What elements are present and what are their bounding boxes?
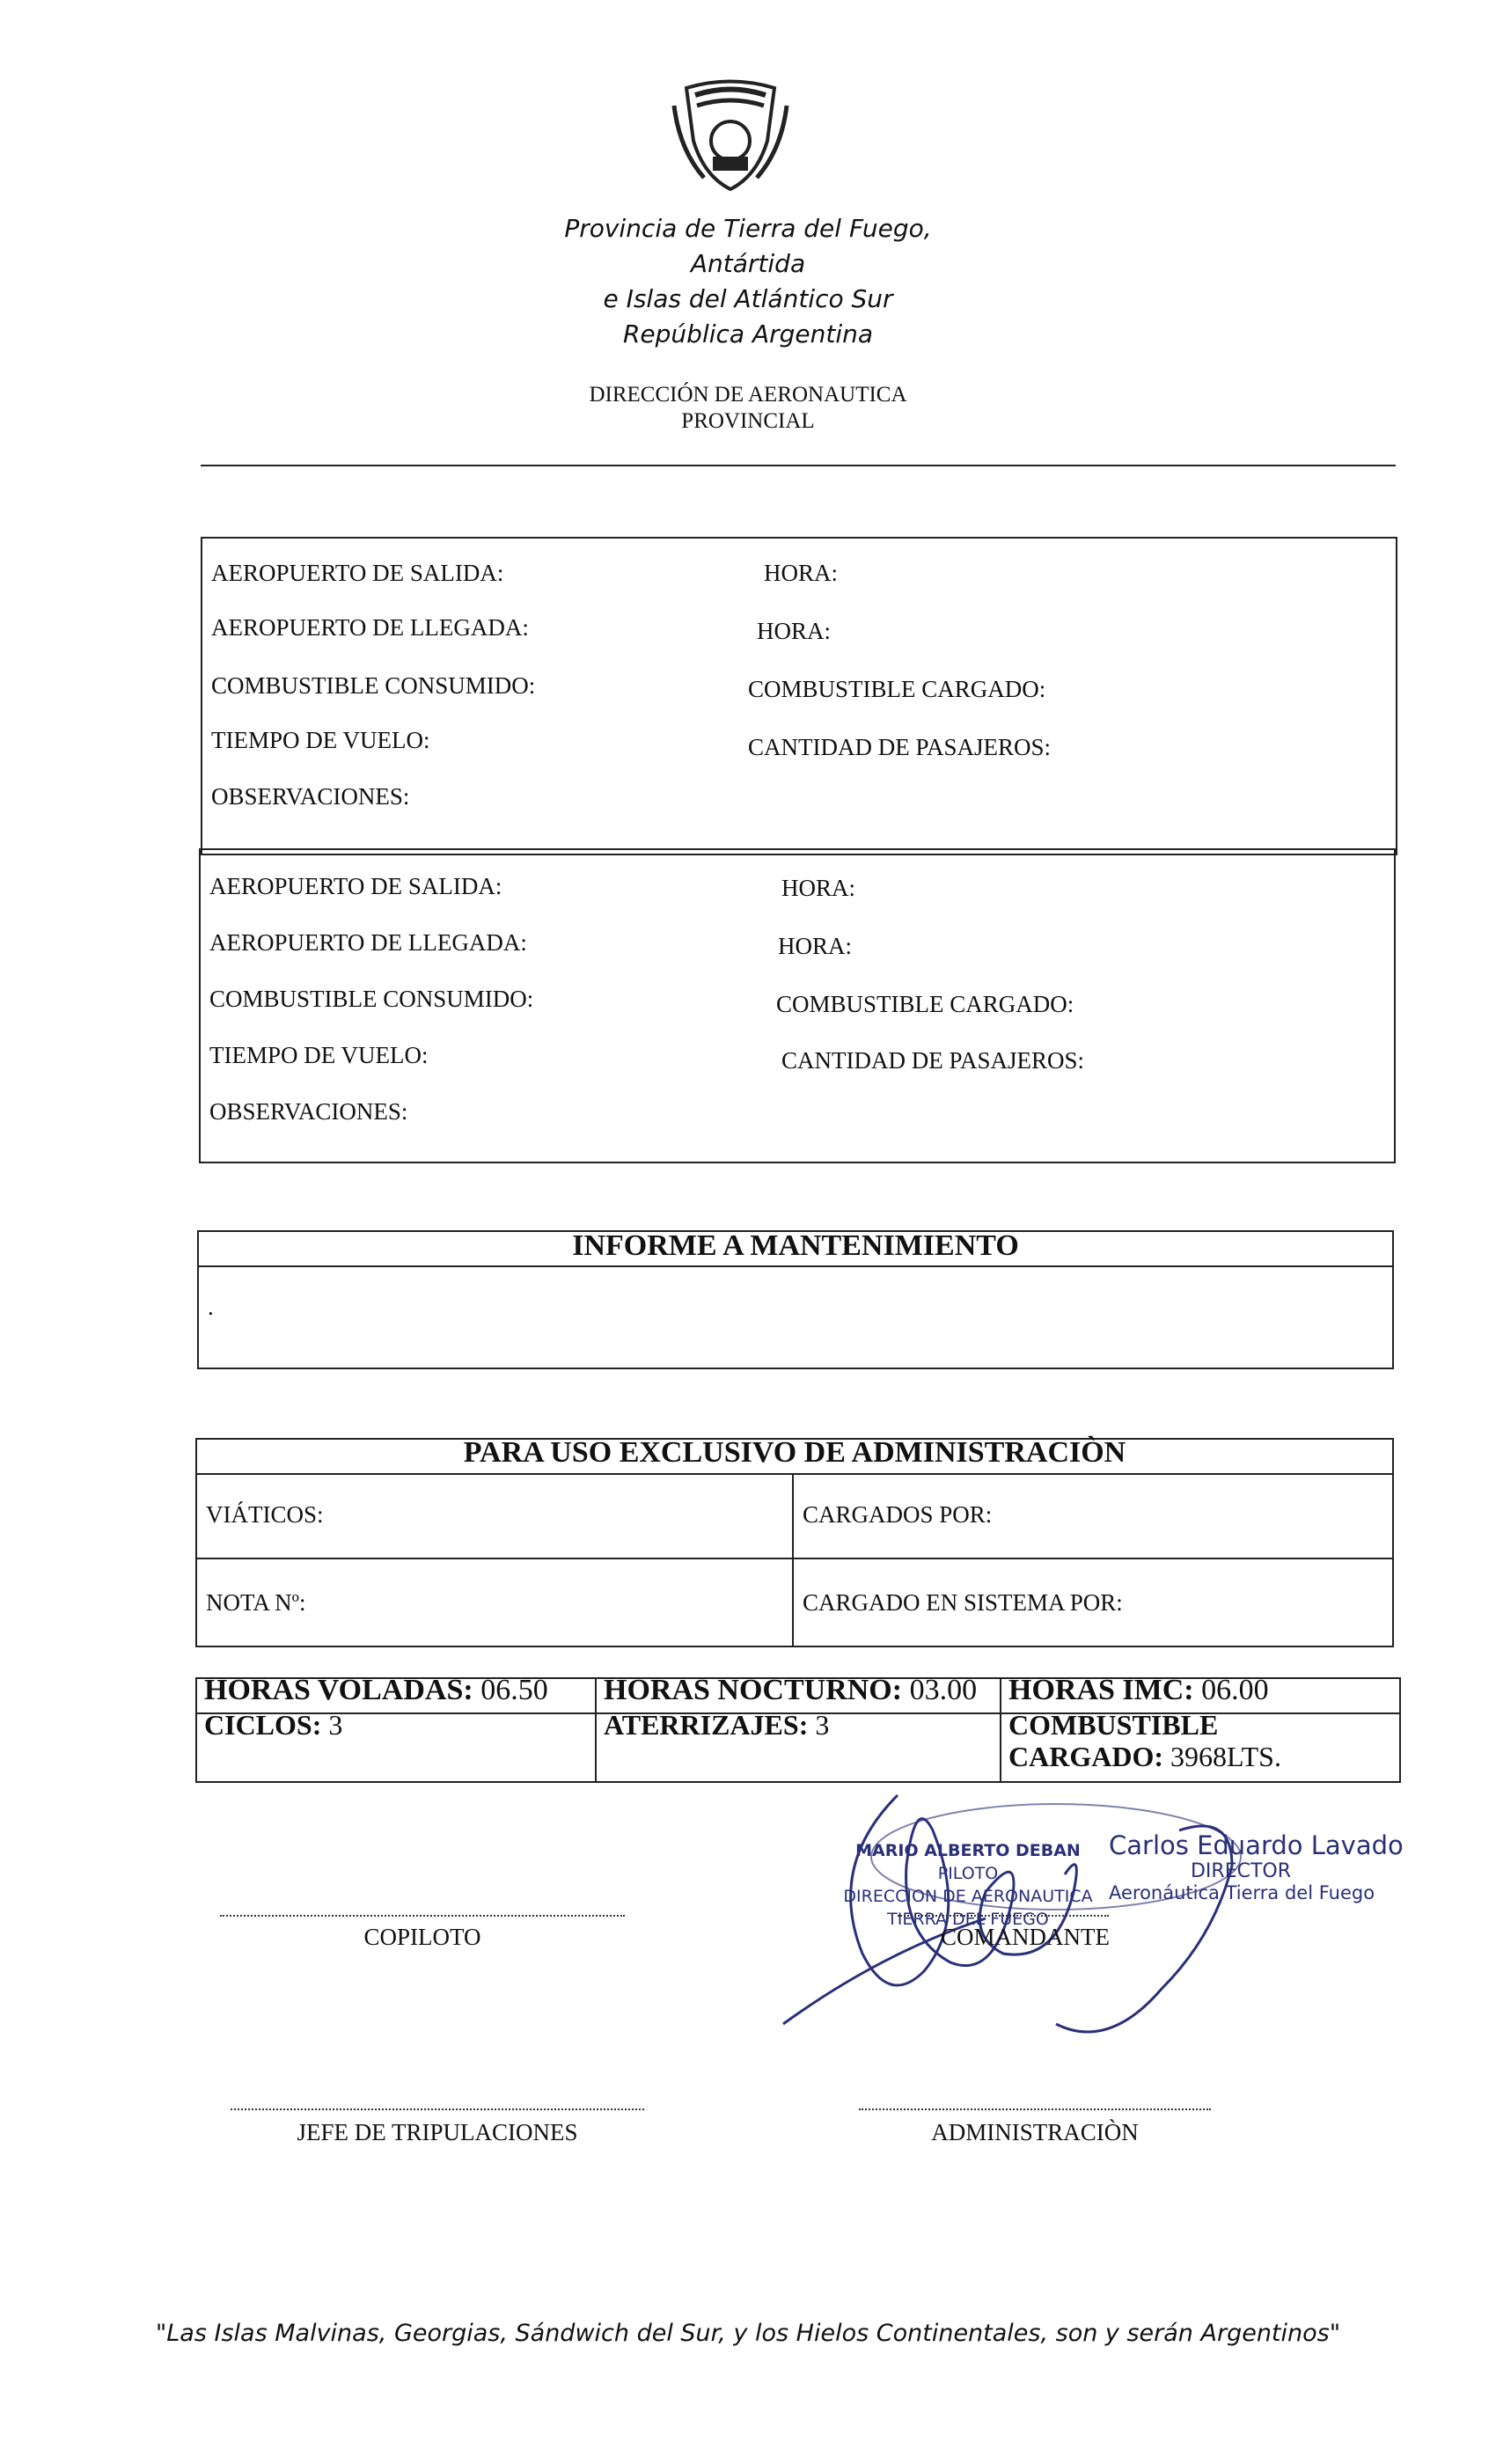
direction-title [0, 382, 1496, 435]
admin-col-divider [792, 1473, 794, 1647]
cargados-por-label: CARGADOS POR: [803, 1501, 993, 1528]
pilot-stamp [818, 1839, 1118, 1931]
horas-imc-cell [1008, 1674, 1269, 1707]
nota-label: NOTA Nº: [206, 1589, 306, 1616]
province-line-3: e Islas del Atlántico Sur [603, 284, 893, 313]
ciclos-cell [204, 1709, 342, 1742]
direction-line-1: DIRECCIÓN DE AERONAUTICA [589, 383, 907, 407]
departure-airport-label-1: AEROPUERTO DE SALIDA: [211, 560, 504, 586]
aterrizajes-value: 3 [815, 1709, 830, 1741]
pilot-stamp-line-1: MARIO ALBERTO DEBAN [855, 1841, 1081, 1860]
fuel-consumed-label-2: COMBUSTIBLE CONSUMIDO: [209, 986, 534, 1012]
arrival-time-label-1: HORA: [757, 618, 832, 644]
departure-time-label-1: HORA: [764, 560, 839, 586]
horas-nocturno-label: HORAS NOCTURNO: [604, 1674, 903, 1706]
director-title: DIRECTOR [1190, 1860, 1292, 1882]
pilot-stamp-line-4: TIERRA DEL FUEGO [887, 1910, 1049, 1929]
administracion-label: ADMINISTRACIÒN [931, 2119, 1139, 2145]
horas-voladas-value: 06.50 [480, 1674, 548, 1706]
province-line-1: Provincia de Tierra del Fuego, [564, 214, 932, 243]
observations-label-1: OBSERVACIONES: [211, 783, 410, 810]
header-divider [201, 465, 1396, 466]
footer-quote: "Las Islas Malvinas, Georgias, Sándwich del Sur, y los Hielos Continentales, son y serán Argentinos" [155, 2320, 1341, 2347]
fuel-loaded-label-1: COMBUSTIBLE CARGADO: [748, 676, 1046, 702]
director-org: Aeronáutica Tierra del Fuego [1109, 1882, 1375, 1903]
horas-imc-label: HORAS IMC: [1008, 1674, 1194, 1706]
jefe-signature-line [231, 2108, 644, 2110]
pilot-stamp-line-2: PILOTO [937, 1864, 999, 1883]
aterrizajes-label: ATERRIZAJES: [604, 1709, 809, 1741]
comandante-label: COMANDANTE [941, 1924, 1110, 1950]
fuel-consumed-label-1: COMBUSTIBLE CONSUMIDO: [211, 672, 536, 699]
maintenance-content: . [208, 1294, 214, 1320]
admin-row-divider [195, 1558, 1394, 1559]
horas-voladas-cell [204, 1674, 548, 1707]
province-coat-of-arms [669, 79, 792, 194]
horas-voladas-label: HORAS VOLADAS: [204, 1674, 473, 1706]
director-stamp [1109, 1830, 1404, 1903]
aterrizajes-cell [604, 1709, 829, 1742]
admin-title: PARA USO EXCLUSIVO DE ADMINISTRACIÒN [463, 1436, 1126, 1469]
horas-nocturno-cell [604, 1674, 977, 1707]
horas-nocturno-value: 03.00 [909, 1674, 978, 1706]
cargado-sistema-label: CARGADO EN SISTEMA POR: [803, 1589, 1123, 1616]
combustible-label-2: CARGADO: [1008, 1741, 1163, 1772]
copiloto-label: COPILOTO [363, 1924, 481, 1950]
ciclos-label: CICLOS: [204, 1709, 322, 1741]
copiloto-signature-line [220, 1915, 625, 1917]
direction-line-2: PROVINCIAL [681, 409, 815, 433]
admin-title-divider [195, 1473, 1394, 1475]
fuel-loaded-label-2: COMBUSTIBLE CARGADO: [776, 991, 1074, 1017]
province-line-2: Antártida [690, 249, 806, 278]
passengers-label-1: CANTIDAD DE PASAJEROS: [748, 734, 1052, 760]
hours-col-divider-1 [595, 1677, 597, 1783]
viaticos-label: VIÁTICOS: [206, 1501, 324, 1528]
ciclos-value: 3 [328, 1709, 343, 1741]
passengers-label-2: CANTIDAD DE PASAJEROS: [781, 1047, 1085, 1074]
arrival-airport-label-1: AEROPUERTO DE LLEGADA: [211, 614, 529, 641]
departure-airport-label-2: AEROPUERTO DE SALIDA: [209, 873, 502, 899]
administracion-signature-line [859, 2108, 1211, 2110]
maintenance-title-divider [197, 1265, 1394, 1267]
jefe-label: JEFE DE TRIPULACIONES [297, 2119, 578, 2145]
combustible-label-1: COMBUSTIBLE [1008, 1709, 1219, 1741]
comandante-signature-line [898, 1915, 1109, 1917]
province-name [0, 211, 1496, 352]
pilot-stamp-line-3: DIRECCION DE AERONAUTICA [843, 1887, 1093, 1906]
combustible-value: 3968LTS. [1170, 1741, 1281, 1772]
flight-time-label-2: TIEMPO DE VUELO: [209, 1042, 429, 1068]
flight-time-label-1: TIEMPO DE VUELO: [211, 727, 430, 753]
director-name: Carlos Eduardo Lavado [1109, 1830, 1404, 1860]
horas-imc-value: 06.00 [1201, 1674, 1269, 1706]
observations-label-2: OBSERVACIONES: [209, 1098, 408, 1125]
arrival-time-label-2: HORA: [778, 933, 853, 959]
departure-time-label-2: HORA: [781, 875, 856, 901]
province-line-4: República Argentina [622, 319, 874, 348]
arrival-airport-label-2: AEROPUERTO DE LLEGADA: [209, 929, 527, 956]
maintenance-title: INFORME A MANTENIMIENTO [572, 1229, 1019, 1262]
